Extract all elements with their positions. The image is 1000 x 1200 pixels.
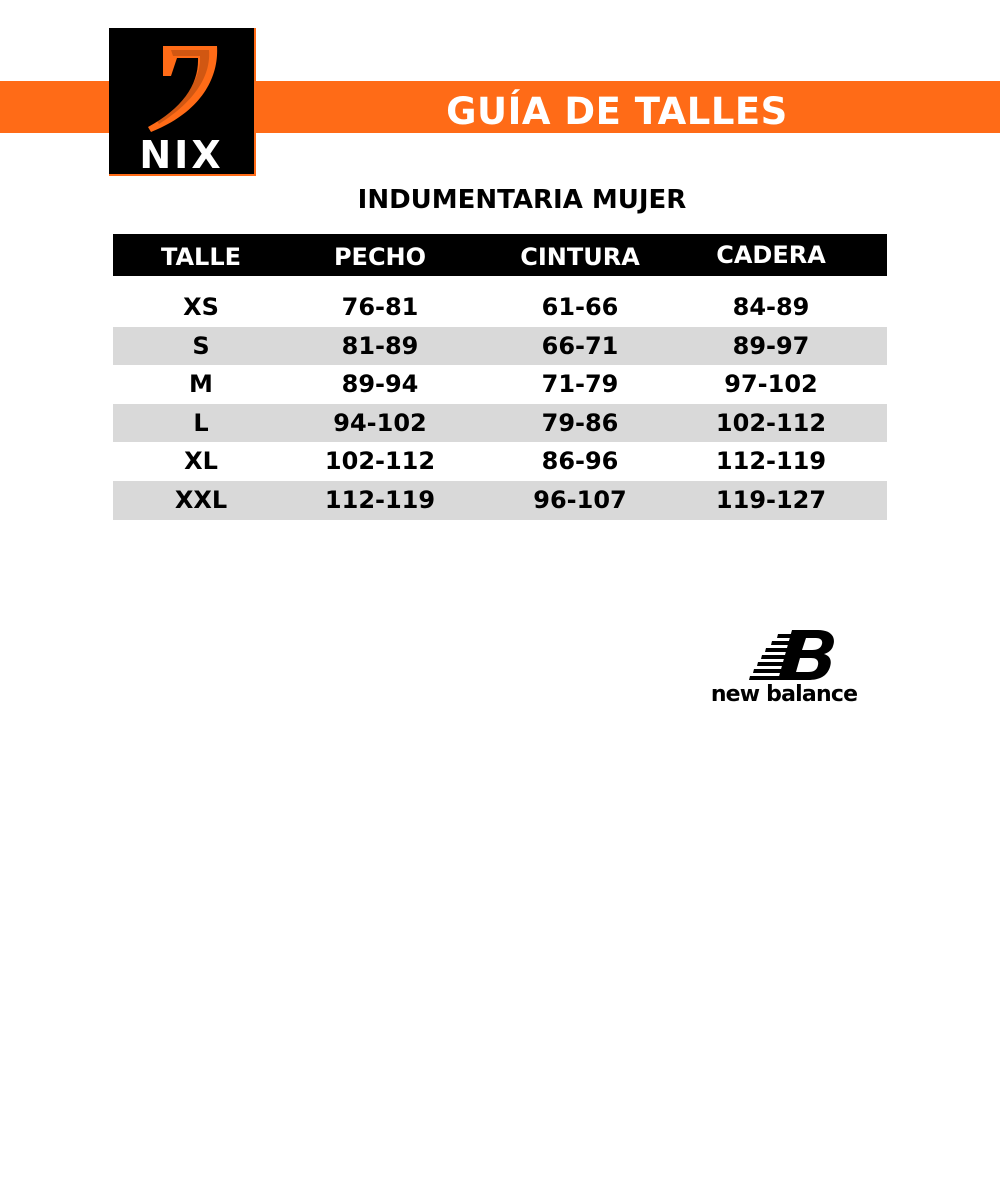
header-talle: TALLE	[160, 243, 242, 271]
table-row	[113, 404, 887, 443]
cell-cadera: 112-119	[715, 447, 827, 476]
cell-cintura: 96-107	[533, 485, 627, 514]
cell-cadera: 89-97	[732, 331, 810, 360]
cell-pecho: 89-94	[341, 370, 419, 399]
nix-d-icon	[143, 44, 221, 134]
cell-cadera: 84-89	[732, 293, 810, 321]
table-row	[113, 481, 887, 520]
cell-cadera: 119-127	[715, 485, 827, 514]
cell-talle: L	[193, 408, 209, 437]
table-body	[113, 288, 887, 520]
cell-cadera: 97-102	[724, 370, 818, 399]
cell-cintura: 66-71	[541, 331, 619, 360]
table-row	[113, 327, 887, 366]
cell-pecho: 102-112	[324, 447, 436, 476]
cell-cintura: 71-79	[541, 370, 619, 399]
table-row	[113, 365, 887, 404]
cell-talle: XS	[183, 293, 219, 321]
nix-logo	[109, 28, 256, 176]
cell-talle: XXL	[174, 485, 228, 514]
cell-cintura: 86-96	[541, 447, 619, 476]
header-cadera: CADERA	[716, 241, 826, 269]
cell-pecho: 81-89	[341, 331, 419, 360]
cell-talle: S	[192, 331, 210, 360]
nix-logo-text: NIX	[139, 133, 224, 177]
cell-talle: M	[189, 370, 213, 399]
header-cintura: CINTURA	[520, 243, 640, 271]
cell-cadera: 102-112	[715, 408, 827, 437]
new-balance-wordmark: new balance	[710, 682, 858, 707]
cell-talle: XL	[184, 447, 218, 476]
new-balance-logo	[708, 630, 860, 708]
cell-pecho: 94-102	[333, 408, 427, 437]
section-subtitle: INDUMENTARIA MUJER	[357, 185, 687, 215]
cell-cintura: 79-86	[541, 408, 619, 437]
cell-pecho: 76-81	[341, 293, 419, 321]
table-row	[113, 442, 887, 481]
cell-pecho: 112-119	[324, 485, 436, 514]
table-row	[113, 288, 887, 327]
cell-cintura: 61-66	[541, 293, 619, 321]
table-header	[113, 234, 887, 276]
page-title: GUÍA DE TALLES	[446, 90, 788, 133]
new-balance-nb-icon	[748, 630, 834, 680]
header-pecho: PECHO	[333, 243, 427, 271]
size-table	[113, 234, 887, 514]
